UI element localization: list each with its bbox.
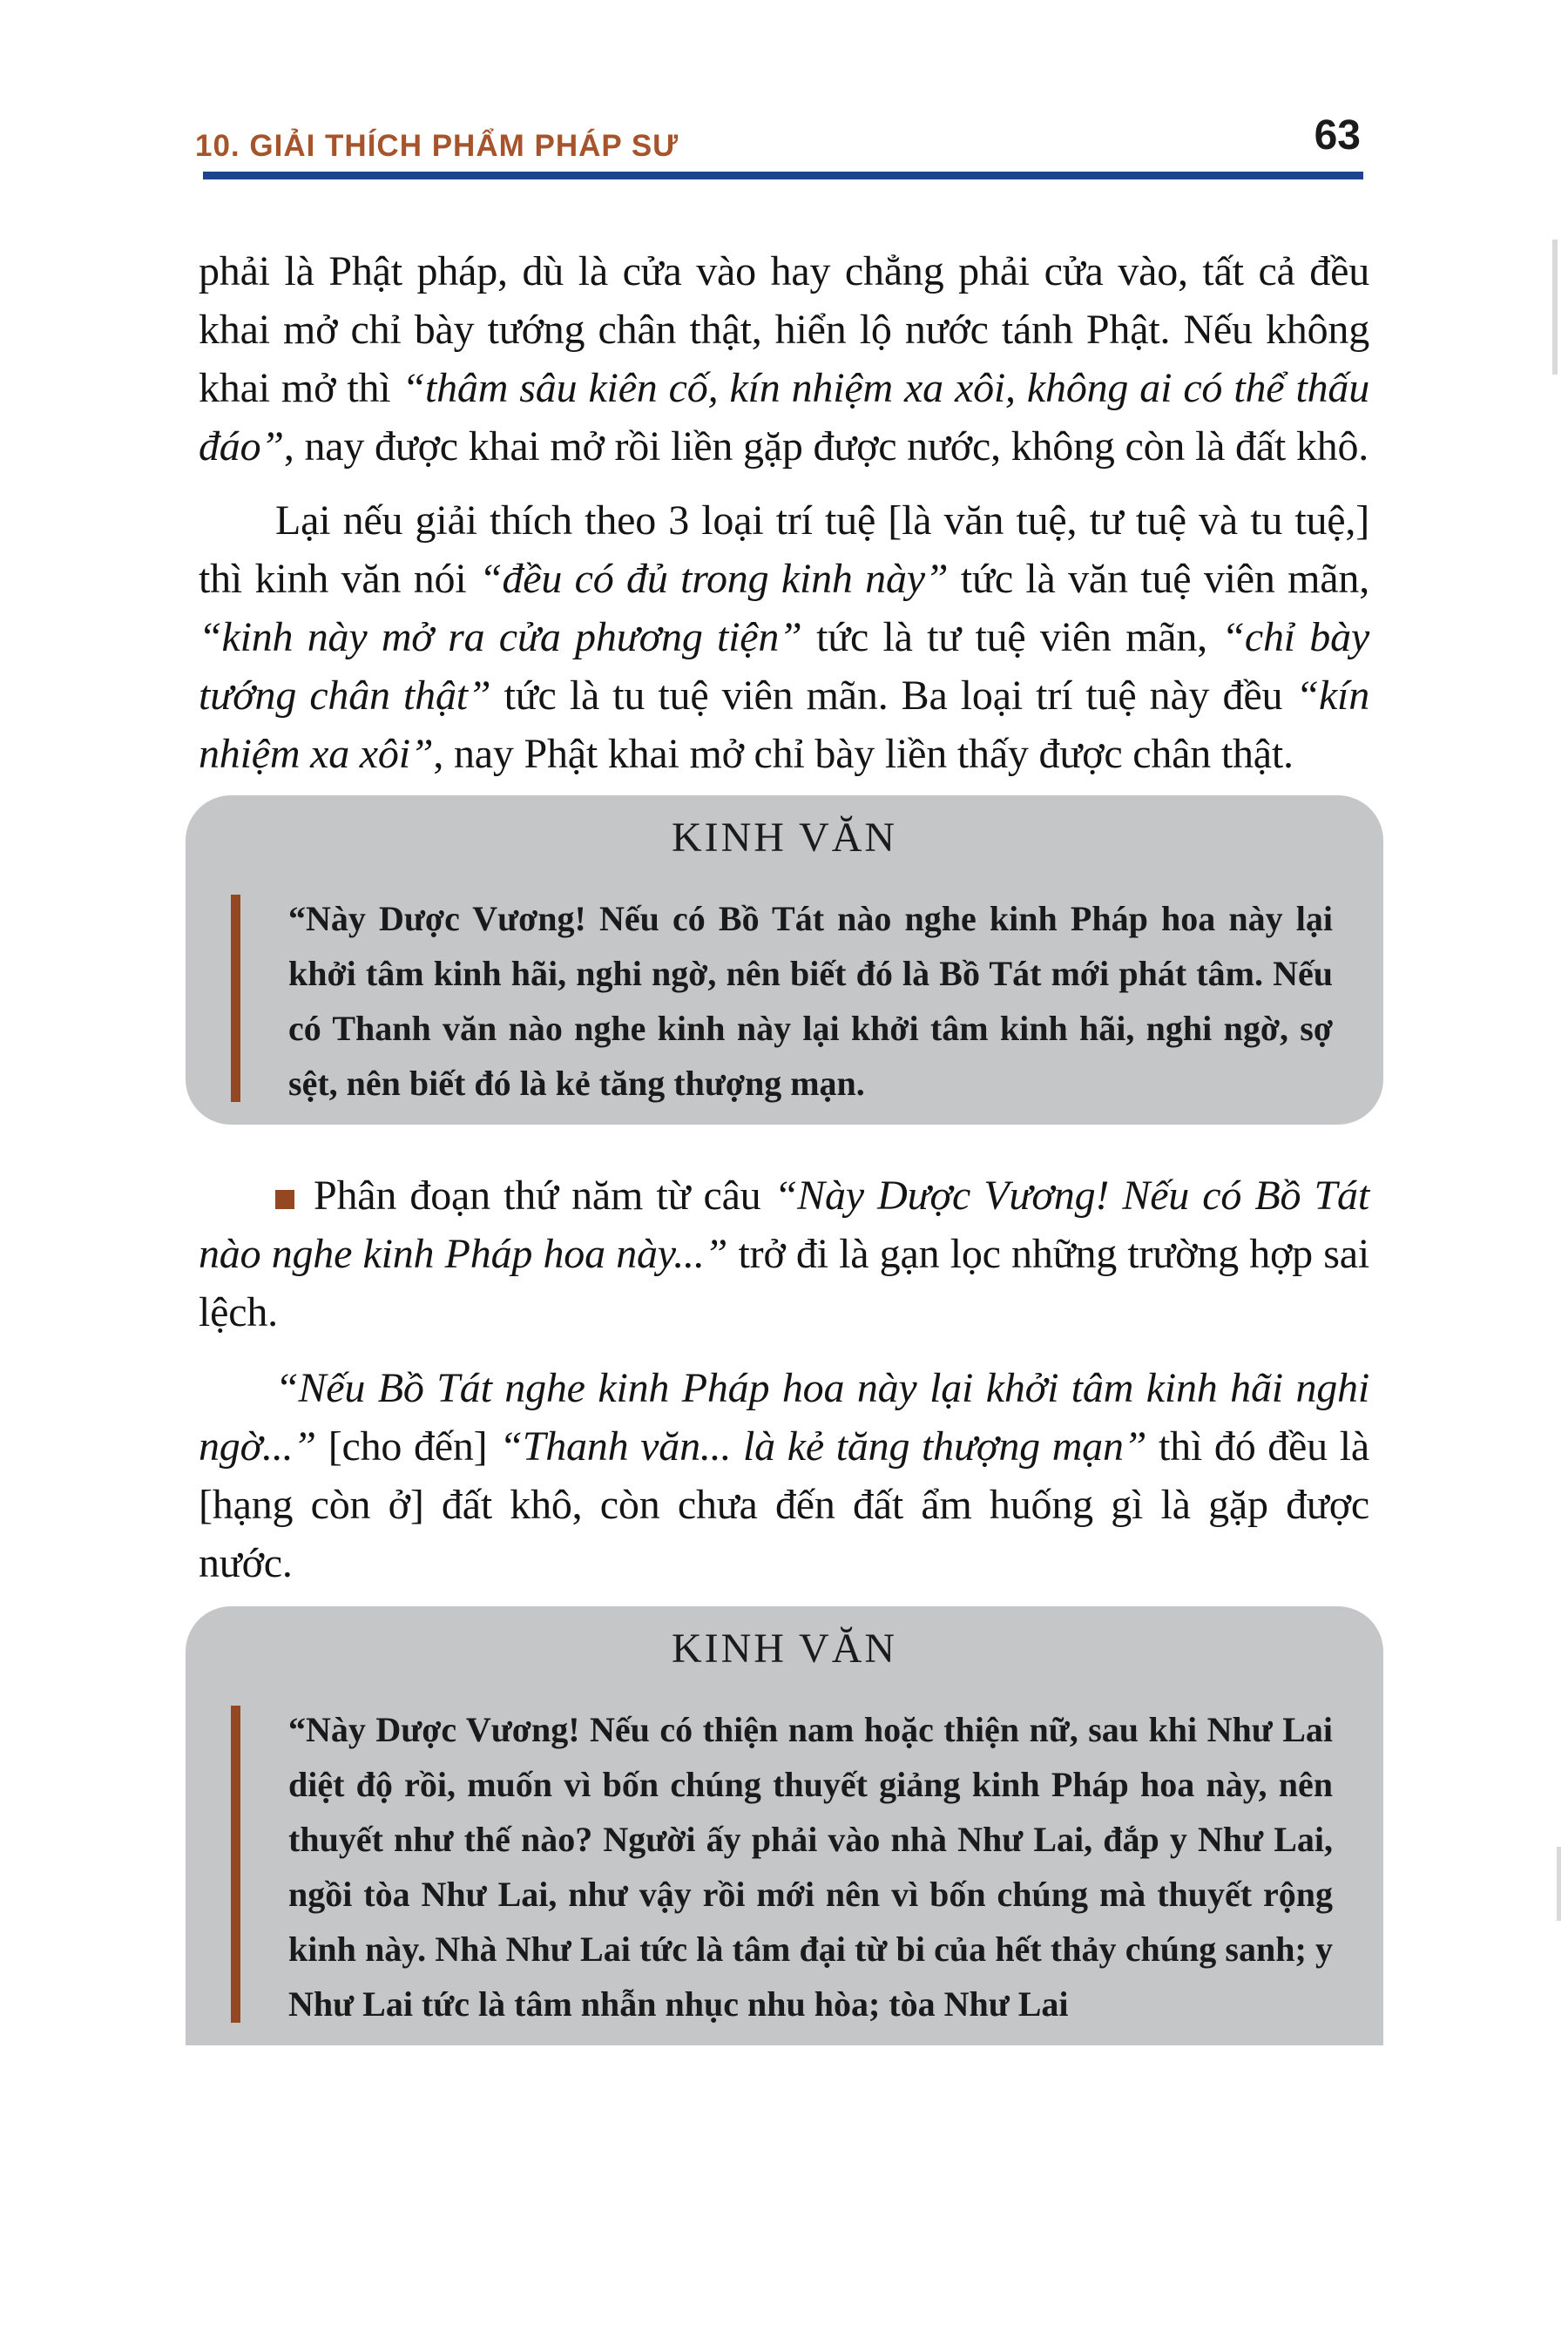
- body-paragraph: “Nếu Bồ Tát nghe kinh Pháp hoa này lại khởi tâm kinh hãi nghi ngờ...” [cho đến] “Thanh văn... là kẻ tăng thượng mạn” thì đó đều là [hạng còn ở] đất khô, còn chưa đến đất ẩm huống gì là gặp được nước.: [199, 1365, 1369, 1586]
- kinh-van-block: [186, 1606, 1383, 2045]
- paragraph-text: Phân đoạn thứ năm từ câu “Này Dược Vương! Nếu có Bồ Tát nào nghe kinh Pháp hoa này...” trở đi là gạn lọc những trường hợp sai lệch.: [199, 1173, 1370, 1335]
- kinh-van-title: KINH VĂN: [671, 814, 898, 861]
- body-paragraph: Lại nếu giải thích theo 3 loại trí tuệ [là văn tuệ, tư tuệ và tu tuệ,] thì kinh văn nói “đều có đủ trong kinh này” tức là văn tuệ viên mãn, “kinh này mở ra cửa phương tiện” tức là tư tuệ viên mãn, “chỉ bày tướng chân thật” tức là tu tuệ viên mãn. Ba loại trí tuệ này đều “kín nhiệm xa xôi”, nay Phật khai mở chỉ bày liền thấy được chân thật.: [199, 497, 1370, 777]
- chapter-header: 10. GIẢI THÍCH PHẨM PHÁP SƯ: [195, 129, 679, 163]
- kinh-van-block: [186, 795, 1383, 1125]
- square-bullet-icon: [275, 1190, 294, 1209]
- quote-accent-bar: [231, 1706, 240, 2023]
- kinh-van-title: KINH VĂN: [671, 1625, 898, 1672]
- scan-artifact: [1557, 1847, 1561, 1921]
- quote-accent-bar: [231, 895, 240, 1102]
- sutra-quote: “Này Dược Vương! Nếu có thiện nam hoặc thiện nữ, sau khi Như Lai diệt độ rồi, muốn vì bốn chúng thuyết giảng kinh Pháp hoa này, nên thuyết như thế nào? Người ấy phải vào nhà Như Lai, đắp y Như Lai, ngồi tòa Như Lai, như vậy rồi mới nên vì bốn chúng mà thuyết rộng kinh này. Nhà Như Lai tức là tâm đại từ bi của hết thảy chúng sanh; y Như Lai tức là tâm nhẫn nhục nhu hòa; tòa Như Lai: [288, 1710, 1333, 2024]
- body-paragraph: [199, 1166, 1369, 1342]
- header-rule: [203, 172, 1363, 179]
- sutra-quote-wrap: [288, 1702, 1333, 2031]
- scan-artifact: [1552, 240, 1558, 375]
- sutra-quote: “Này Dược Vương! Nếu có Bồ Tát nào nghe kinh Pháp hoa này lại khởi tâm kinh hãi, nghi ngờ, nên biết đó là Bồ Tát mới phát tâm. Nếu có Thanh văn nào nghe kinh này lại khởi tâm kinh hãi, nghi ngờ, sợ sệt, nên biết đó là kẻ tăng thượng mạn.: [288, 899, 1333, 1103]
- body-paragraph: phải là Phật pháp, dù là cửa vào hay chẳng phải cửa vào, tất cả đều khai mở chỉ bày tướng chân thật, hiển lộ nước tánh Phật. Nếu không khai mở thì “thâm sâu kiên cố, kín nhiệm xa xôi, không ai có thể thấu đáo”, nay được khai mở rồi liền gặp được nước, không còn là đất khô.: [199, 248, 1369, 470]
- sutra-quote-wrap: [288, 891, 1333, 1111]
- page-number: 63: [1314, 112, 1361, 159]
- text-column: [199, 242, 1369, 2045]
